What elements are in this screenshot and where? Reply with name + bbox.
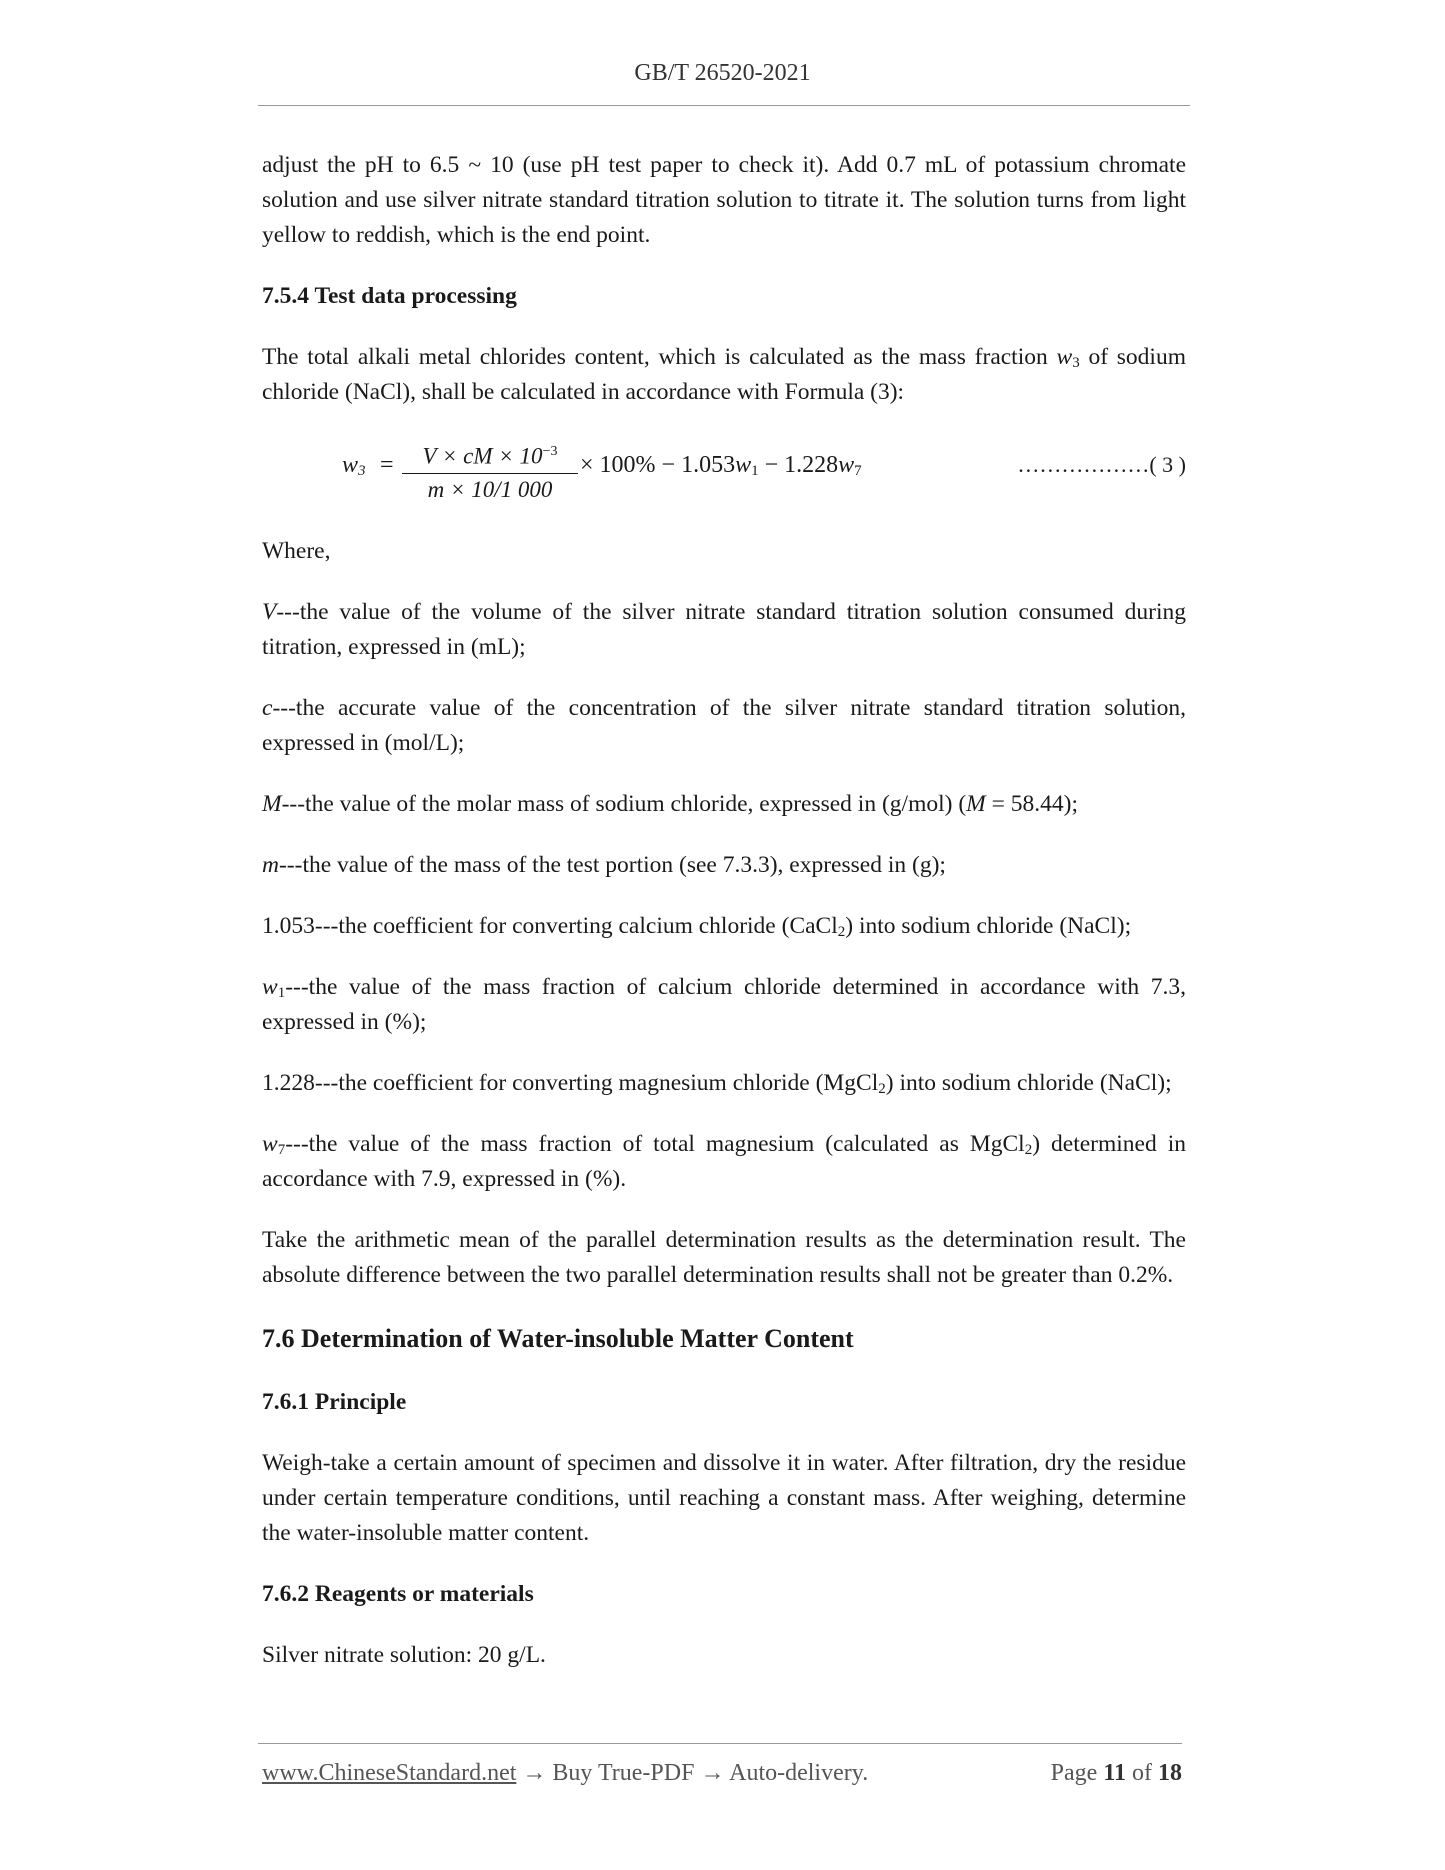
- definition-1053: 1.053---the coefficient for converting calcium chloride (CaCl$_2$) into sodium chloride (NaCl);: [262, 913, 1132, 940]
- definition-w7: $w_7--$-the value of the mass fraction of total magnesium (calculated as MgCl$_2$) determined in accordance with 7.9, expressed in (%).: [262, 1131, 1186, 1192]
- heading-7-6-2: 7.6.2 Reagents or materials: [262, 1581, 534, 1607]
- definition-1228: 1.228---the coefficient for converting magnesium chloride (MgCl$_2$) into sodium chloride (NaCl);: [262, 1070, 1172, 1097]
- formula-numerator: V × cM × $10^{-3}$: [422, 443, 558, 469]
- current-page: 11: [1103, 1760, 1126, 1786]
- definition-c: c---the accurate value of the concentration of the silver nitrate standard titration solution, expressed in (mol/L);: [262, 695, 1186, 756]
- formula-lhs: $w_3$: [342, 452, 366, 479]
- site-link[interactable]: www.ChineseStandard.net: [262, 1760, 517, 1786]
- definition-m: m---the value of the mass of the test portion (see 7.3.3), expressed in (g);: [262, 852, 946, 878]
- document-body: [262, 148, 1186, 1673]
- heading-7-5-4: 7.5.4 Test data processing: [262, 283, 517, 309]
- total-pages: 18: [1158, 1760, 1182, 1786]
- formula-rest: × $100\% - 1.053w_1 - 1.228w_7$: [580, 452, 862, 479]
- definition-M: M---the value of the molar mass of sodium chloride, expressed in (g/mol) (M = 58.44);: [262, 791, 1078, 817]
- paragraph-continued: adjust the pH to 6.5 ~ 10 (use pH test paper to check it). Add 0.7 mL of potassium chromate solution and use silver nitrate standard titration solution to titrate it. The solution turns from light yellow to reddish, which is the end point.: [262, 152, 1186, 248]
- formula-fraction: [400, 436, 580, 506]
- heading-7-6: 7.6 Determination of Water-insoluble Matter Content: [262, 1324, 854, 1353]
- formula-number: ………………( 3 ): [1017, 452, 1186, 477]
- definition-w1: $w_1--$-the value of the mass fraction of calcium chloride determined in accordance with 7.3, expressed in (%);: [262, 974, 1186, 1035]
- page-footer: [262, 1760, 1182, 1787]
- paragraph-principle: Weigh-take a certain amount of specimen and dissolve it in water. After filtration, dry the residue under certain temperature conditions, until reaching a constant mass. After weighing, determine the water-insoluble matter content.: [262, 1450, 1186, 1546]
- paragraph-formula-intro: The total alkali metal chlorides content, which is calculated as the mass fraction $w_3$ of sodium chloride (NaCl), shall be calculated in accordance with Formula (3):: [262, 344, 1186, 405]
- paragraph-mean: Take the arithmetic mean of the parallel determination results as the determination result. The absolute difference between the two parallel determination results shall not be greater than 0.2%.: [262, 1227, 1186, 1288]
- heading-7-6-1: 7.6.1 Principle: [262, 1389, 407, 1415]
- definition-V: V---the value of the volume of the silver nitrate standard titration solution consumed during titration, expressed in (mL);: [262, 599, 1186, 660]
- formula-3: [262, 436, 1186, 508]
- paragraph-reagent: Silver nitrate solution: 20 g/L.: [262, 1642, 546, 1668]
- footer-tagline: → Buy True-PDF → Auto-delivery.: [516, 1760, 869, 1786]
- footer-divider: [258, 1743, 1182, 1744]
- header-divider: [258, 105, 1190, 106]
- page-header: GB/T 26520-2021: [634, 60, 811, 86]
- where-label: Where,: [262, 538, 331, 564]
- formula-denominator: m × 10/1 000: [427, 476, 553, 502]
- formula-equals: =: [380, 452, 394, 478]
- page-indicator: Page 11 of 18: [1050, 1760, 1182, 1786]
